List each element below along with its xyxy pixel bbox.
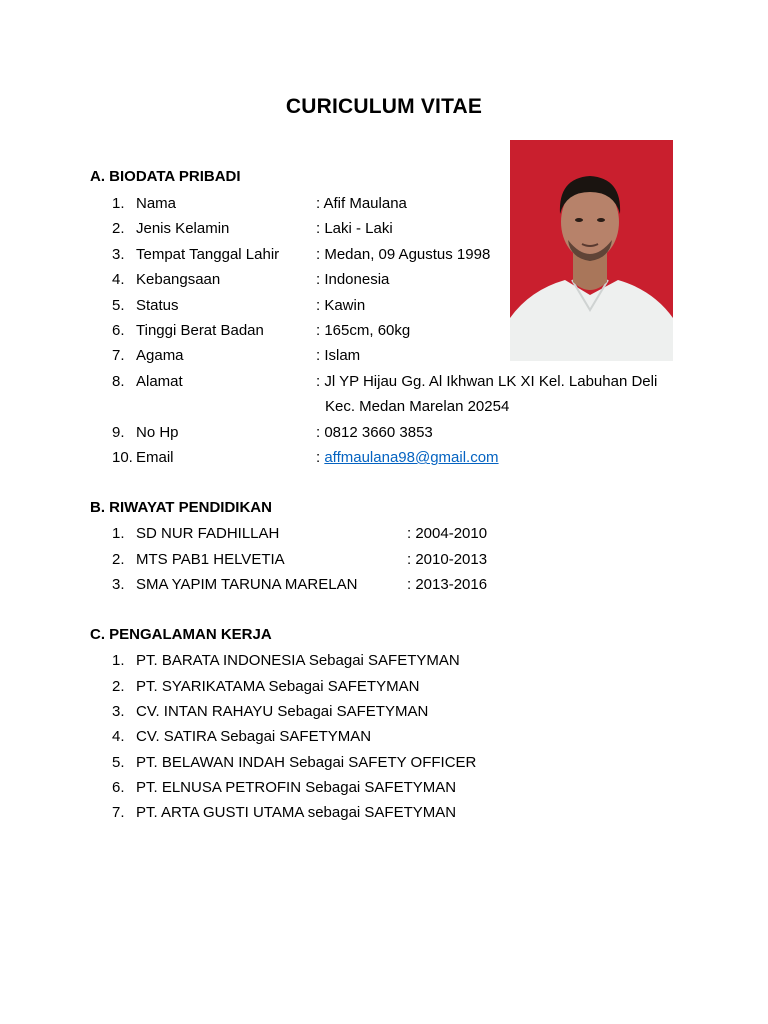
section-heading-biodata: A. BIODATA PRIBADI bbox=[90, 168, 241, 185]
item-number: 5. bbox=[112, 297, 125, 314]
item-number: 6. bbox=[112, 322, 125, 339]
item-number: 6. bbox=[112, 779, 125, 796]
item-number: 2. bbox=[112, 220, 125, 237]
field-label: Nama bbox=[136, 195, 177, 212]
item-number: 1. bbox=[112, 195, 125, 212]
item-number: 2. bbox=[112, 678, 125, 695]
field-label: Alamat bbox=[136, 373, 183, 390]
experience-text: PT. ARTA GUSTI UTAMA sebagai SAFETYMAN bbox=[136, 804, 457, 821]
field-value-continuation: Kec. Medan Marelan 20254 bbox=[325, 398, 510, 415]
school-years: : 2013-2016 bbox=[407, 576, 488, 593]
field-value: : Laki - Laki bbox=[316, 220, 393, 237]
field-value: : Islam bbox=[316, 347, 361, 364]
item-number: 7. bbox=[112, 804, 125, 821]
field-value: : 0812 3660 3853 bbox=[316, 424, 433, 441]
item-number: 1. bbox=[112, 525, 125, 542]
item-number: 10. bbox=[112, 449, 133, 466]
item-number: 9. bbox=[112, 424, 125, 441]
field-label: Agama bbox=[136, 347, 184, 364]
page-title: CURICULUM VITAE bbox=[285, 95, 483, 118]
field-value: : Jl YP Hijau Gg. Al Ikhwan LK XI Kel. Labuhan Deli bbox=[316, 373, 658, 390]
field-value: : Afif Maulana bbox=[316, 195, 407, 212]
school-years: : 2004-2010 bbox=[407, 525, 488, 542]
experience-text: PT. ELNUSA PETROFIN Sebagai SAFETYMAN bbox=[136, 779, 457, 796]
item-number: 2. bbox=[112, 551, 125, 568]
email-link[interactable]: affmaulana98@gmail.com bbox=[324, 449, 499, 466]
field-label: Email bbox=[136, 449, 174, 466]
field-value-prefix: : bbox=[316, 449, 325, 466]
experience-text: PT. SYARIKATAMA Sebagai SAFETYMAN bbox=[136, 678, 420, 695]
item-number: 8. bbox=[112, 373, 125, 390]
field-label: Status bbox=[136, 297, 179, 314]
experience-text: PT. BELAWAN INDAH Sebagai SAFETY OFFICER bbox=[136, 754, 477, 771]
item-number: 5. bbox=[112, 754, 125, 771]
field-label: Jenis Kelamin bbox=[136, 220, 230, 237]
field-label: No Hp bbox=[136, 424, 179, 441]
profile-photo bbox=[510, 140, 673, 361]
experience-text: CV. SATIRA Sebagai SAFETYMAN bbox=[136, 728, 372, 745]
field-label: Tinggi Berat Badan bbox=[136, 322, 264, 339]
item-number: 4. bbox=[112, 271, 125, 288]
school-name: MTS PAB1 HELVETIA bbox=[136, 551, 285, 568]
field-label: Kebangsaan bbox=[136, 271, 221, 288]
experience-text: PT. BARATA INDONESIA Sebagai SAFETYMAN bbox=[136, 652, 460, 669]
field-label: Tempat Tanggal Lahir bbox=[136, 246, 280, 263]
field-value: : Medan, 09 Agustus 1998 bbox=[316, 246, 491, 263]
field-value: : Indonesia bbox=[316, 271, 390, 288]
school-name: SD NUR FADHILLAH bbox=[136, 525, 280, 542]
item-number: 4. bbox=[112, 728, 125, 745]
field-value bbox=[316, 445, 499, 470]
experience-text: CV. INTAN RAHAYU Sebagai SAFETYMAN bbox=[136, 703, 429, 720]
item-number: 1. bbox=[112, 652, 125, 669]
section-heading-experience: C. PENGALAMAN KERJA bbox=[90, 626, 272, 643]
item-number: 3. bbox=[112, 576, 125, 593]
field-value: : 165cm, 60kg bbox=[316, 322, 411, 339]
school-years: : 2010-2013 bbox=[407, 551, 488, 568]
item-number: 3. bbox=[112, 246, 125, 263]
item-number: 3. bbox=[112, 703, 125, 720]
item-number: 7. bbox=[112, 347, 125, 364]
section-heading-education: B. RIWAYAT PENDIDIKAN bbox=[90, 499, 272, 516]
field-value: : Kawin bbox=[316, 297, 366, 314]
school-name: SMA YAPIM TARUNA MARELAN bbox=[136, 576, 358, 593]
